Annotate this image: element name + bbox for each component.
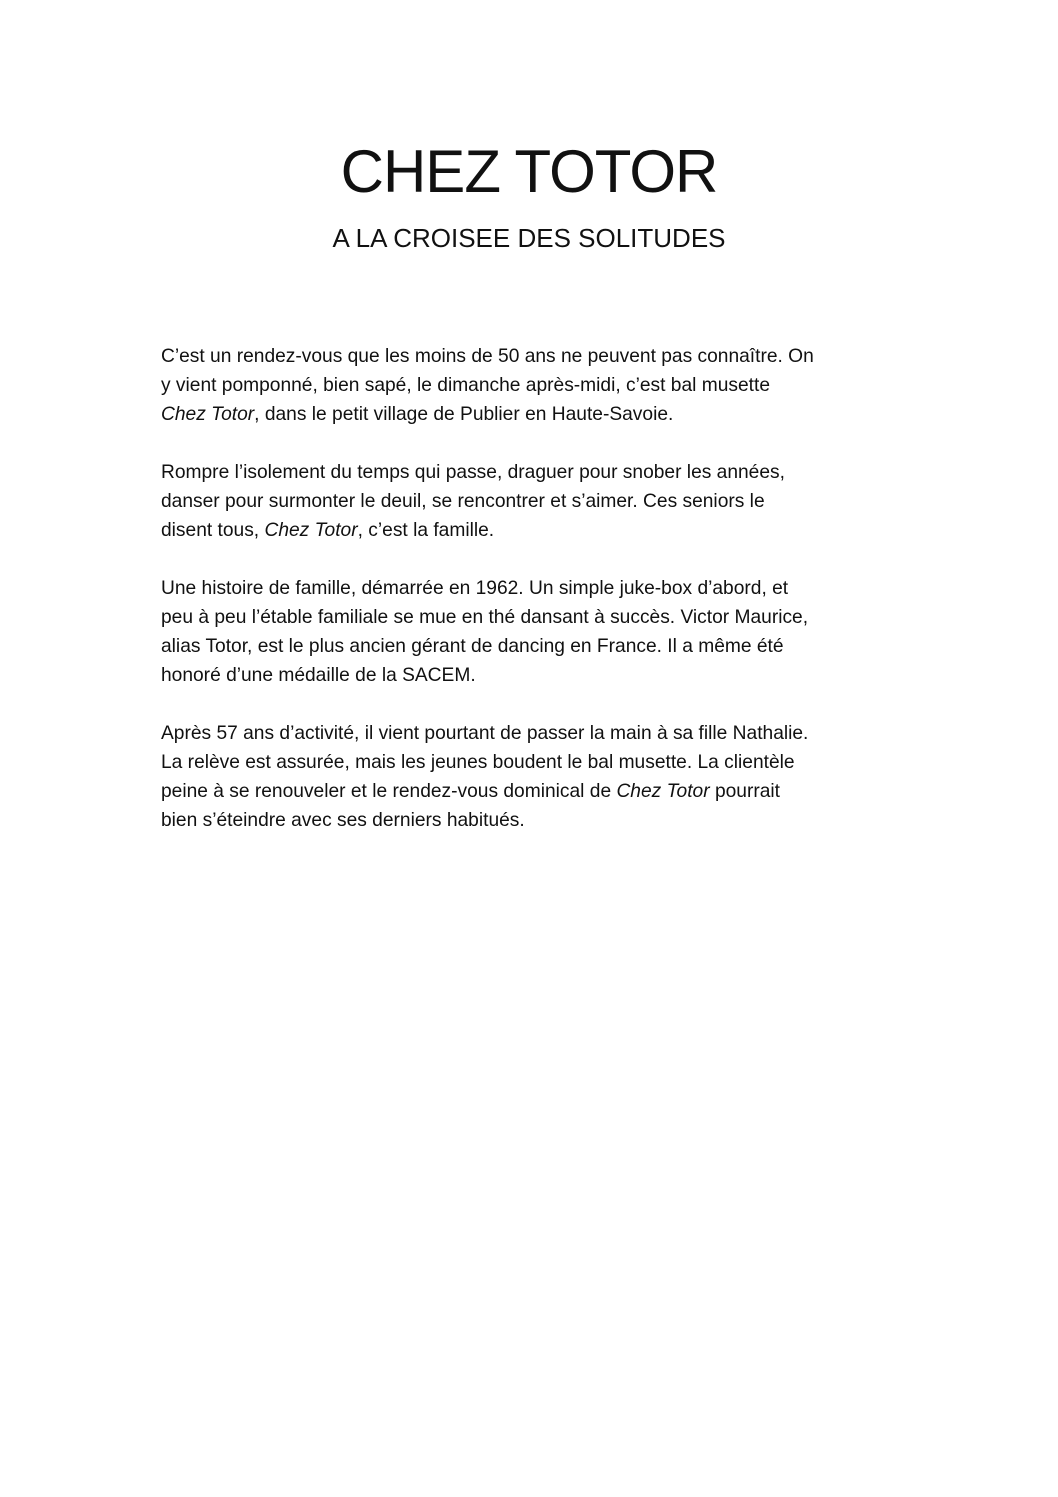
text-fragment: pourrait	[709, 781, 780, 802]
text-line: La relève est assurée, mais les jeunes boudent le bal musette. La clientèle	[161, 752, 795, 773]
text-line: y vient pomponné, bien sapé, le dimanche après-midi, c’est bal musette	[161, 375, 770, 396]
text-line	[161, 777, 921, 806]
text-line: danser pour surmonter le deuil, se rencontrer et s’aimer. Ces seniors le	[161, 491, 765, 512]
text-line	[161, 400, 921, 429]
text-fragment: peine à se renouveler et le rendez-vous dominical de	[161, 781, 617, 802]
text-line	[161, 516, 921, 545]
text-fragment: , dans le petit village de Publier en Haute-Savoie.	[254, 404, 674, 425]
text-fragment: , c’est la famille.	[357, 520, 495, 541]
text-line: Une histoire de famille, démarrée en 1962. Un simple juke-box d’abord, et	[161, 578, 789, 599]
paragraph-4	[161, 719, 921, 835]
text-line: Après 57 ans d’activité, il vient pourtant de passer la main à sa fille Nathalie.	[161, 723, 809, 744]
text-line: alias Totor, est le plus ancien gérant de dancing en France. Il a même été	[161, 636, 784, 657]
text-line: bien s’éteindre avec ses derniers habitués.	[161, 810, 525, 831]
venue-name-italic: Chez Totor	[616, 781, 710, 802]
text-line: honoré d’une médaille de la SACEM.	[161, 665, 476, 686]
paragraph-3	[161, 574, 921, 690]
paragraph-2	[161, 458, 921, 545]
text-line: C’est un rendez-vous que les moins de 50 ans ne peuvent pas connaître. On	[161, 346, 814, 367]
page-title: CHEZ TOTOR	[340, 138, 718, 205]
text-fragment: disent tous,	[161, 520, 265, 541]
text-line: peu à peu l’étable familiale se mue en thé dansant à succès. Victor Maurice,	[161, 607, 809, 628]
venue-name-italic: Chez Totor	[161, 404, 255, 425]
page-subtitle: A LA CROISEE DES SOLITUDES	[332, 223, 726, 253]
text-line: Rompre l’isolement du temps qui passe, draguer pour snober les années,	[161, 462, 785, 483]
paragraph-1	[161, 342, 921, 429]
article-body	[161, 342, 921, 864]
venue-name-italic: Chez Totor	[264, 520, 358, 541]
